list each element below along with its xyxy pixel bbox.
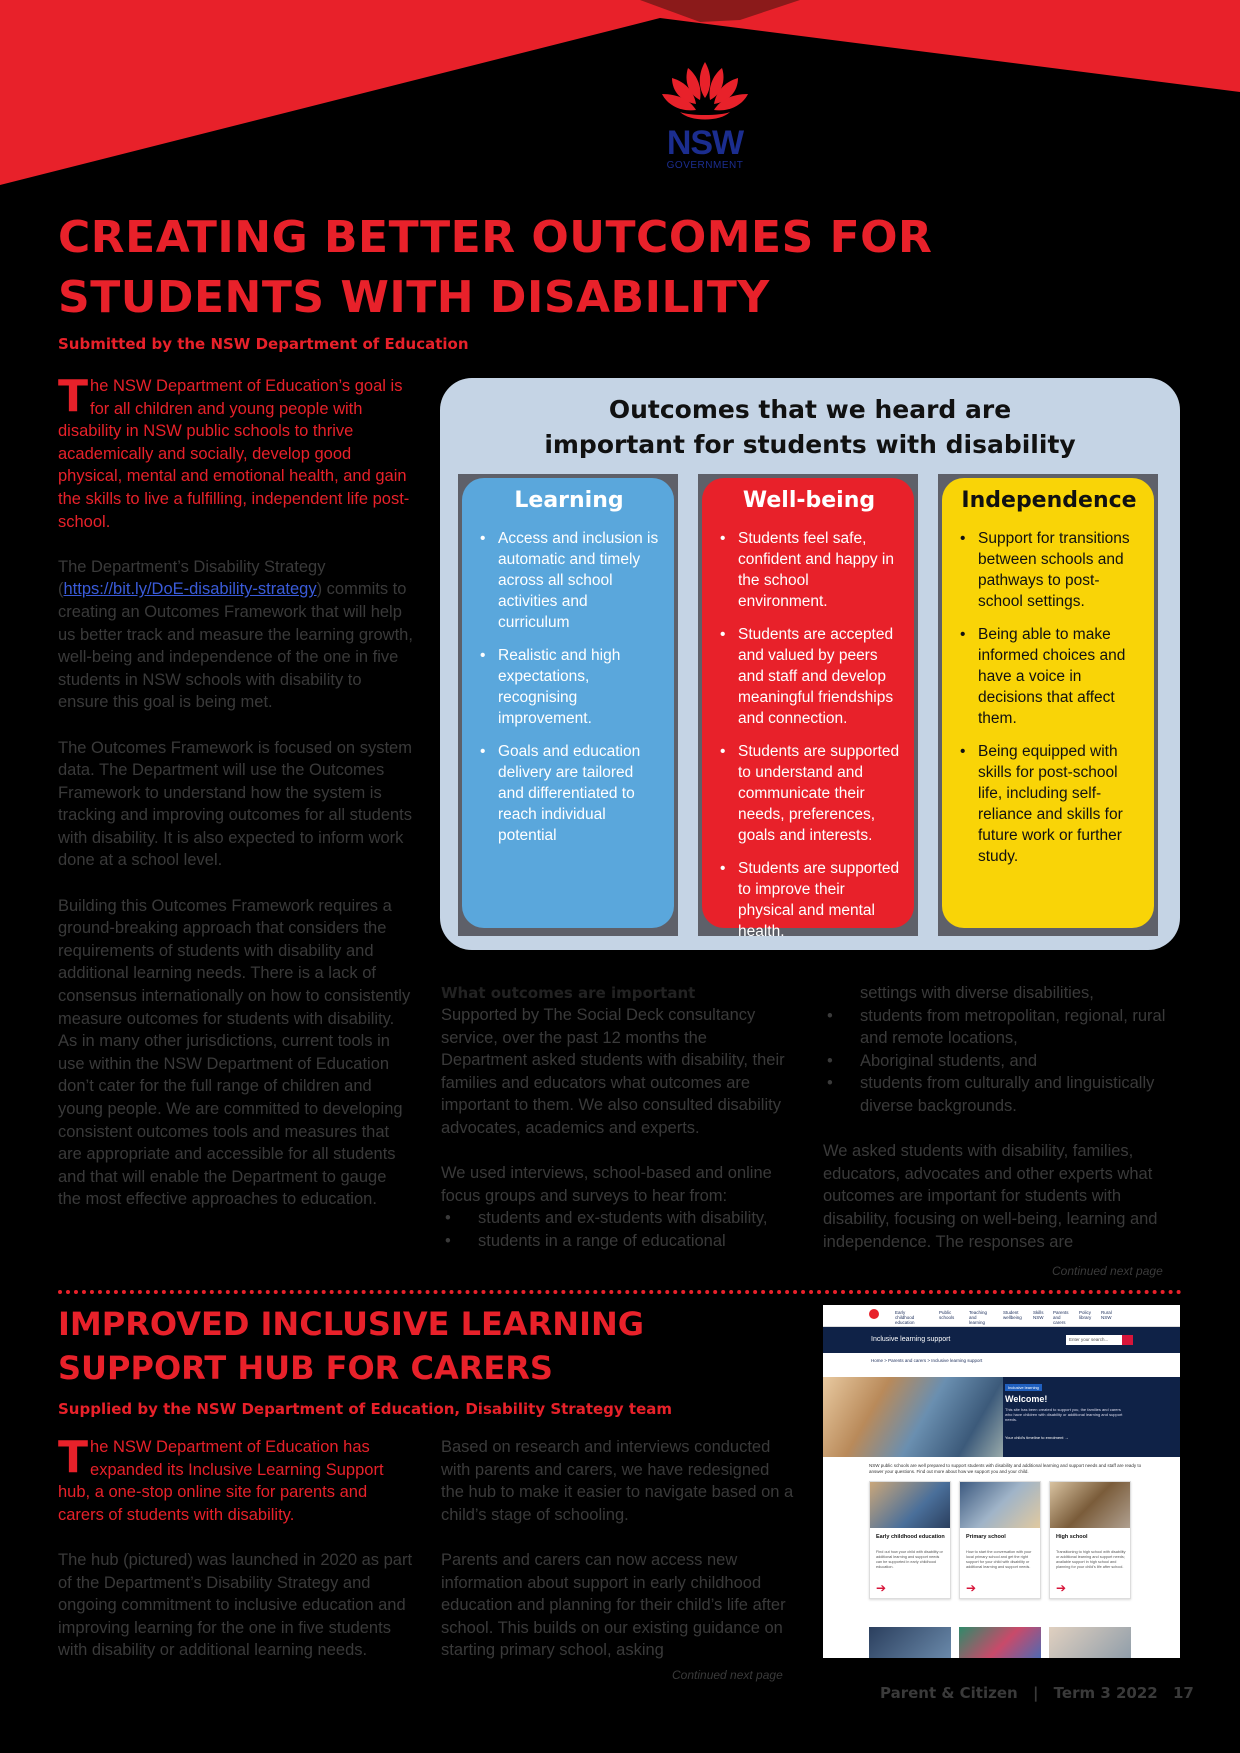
card-photo xyxy=(960,1482,1040,1528)
article-2-column-2 xyxy=(441,1436,796,1685)
card-slot-wellbeing xyxy=(698,474,918,940)
list-item: • students from culturally and linguistically diverse backgrounds. xyxy=(823,1072,1183,1117)
paragraph-new-info: Parents and carers can now access new information about support in early childhood education and planning for their child’s life after school. This builds on our existing guidance on starting primary school, asking xyxy=(441,1550,786,1660)
continued-next-page: Continued next page xyxy=(1052,1264,1163,1278)
site-header-title: Inclusive learning support xyxy=(871,1336,951,1343)
card-slot-learning xyxy=(458,474,678,936)
section-heading: What outcomes are important xyxy=(441,984,696,1002)
list-item: • Being equipped with skills for post-school life, including self-reliance and skills for future work or further study. xyxy=(956,741,1142,867)
nav-item: Student wellbeing xyxy=(1003,1310,1022,1320)
paragraph-consultation: Supported by The Social Deck consultancy service, over the past 12 months the Department asked students with disability, their families and educators what outcomes are important to them. We also consulted disability advocates, academics and experts. xyxy=(441,1006,785,1137)
hero-text: This site has been created to support you, the families and carers who have children with disability or additional learning and support needs. xyxy=(1005,1407,1123,1422)
list-item: • Students are supported to improve their physical and mental health. xyxy=(716,858,902,942)
waratah-flower-icon xyxy=(650,60,760,126)
site-breadcrumb: Home > Parents and carers > Inclusive learning support xyxy=(871,1358,983,1363)
nsw-government-logo xyxy=(650,60,760,180)
nav-item: Public schools xyxy=(939,1310,955,1320)
arrow-right-icon: ➔ xyxy=(876,1581,887,1595)
top-banner xyxy=(0,0,1240,190)
list-item: • students and ex-students with disability, xyxy=(441,1207,791,1230)
article-2-column-1 xyxy=(58,1432,413,1685)
list-item: • Aboriginal students, and xyxy=(823,1050,1183,1073)
list-item: • Realistic and high expectations, recognising improvement. xyxy=(476,645,662,729)
list-item: • Students are accepted and valued by peers and staff and develop meaningful friendships and connection. xyxy=(716,624,902,729)
hero-welcome: Welcome! xyxy=(1005,1394,1048,1404)
article-2-title: IMPROVED INCLUSIVE LEARNING SUPPORT HUB FOR CARERS xyxy=(58,1305,645,1387)
list-continuation: settings with diverse disabilities, xyxy=(860,984,1094,1002)
list-item: • Access and inclusion is automatic and timely across all school activities and curriculum xyxy=(476,528,662,633)
site-card-primary: Primary school How to start the conversation with your local primary school and get the right support for your child with disability or additional learning and support needs. ➔ xyxy=(959,1481,1041,1599)
site-card-early-childhood: Early childhood education Find out how your child with disability or additional learning and support needs can be supported in early childhood education. ➔ xyxy=(869,1481,951,1599)
card-title: Independence xyxy=(961,488,1137,513)
site-header xyxy=(823,1327,1180,1353)
continued-next-page: Continued next page xyxy=(672,1668,783,1682)
nav-item: Policy library xyxy=(1079,1310,1092,1320)
paragraph-approach: Building this Outcomes Framework requires a ground-breaking approach that considers the requirements of students with disability and additional learning needs. There is a lack of consensus internationally on how to consistently measure outcomes for students with disability. As in many other jurisdictions, current tools in use within the NSW Department of Education don’t cater for the full range of children and young people. We are committed to developing consistent outcomes tools and measures that are appropriate and accessible for all students and that will enable the Department to gauge the most effective approaches to education. xyxy=(58,896,411,1209)
nav-item: Parents and carers xyxy=(1053,1310,1069,1325)
paragraph-framework: The Outcomes Framework is focused on system data. The Department will use the Outcomes Framework to understand how the system is tracking and improving outcomes for all students with disability. It is also expected to inform work done at a school level. xyxy=(58,738,413,870)
outcomes-panel xyxy=(440,378,1180,950)
article-column-3 xyxy=(823,982,1183,1276)
site-search-input: Enter your search... xyxy=(1066,1335,1122,1345)
card-photo xyxy=(870,1482,950,1528)
paragraph-responses: We asked students with disability, families, educators, advocates and other experts what outcomes are important for students with disability, focusing on well-being, learning and independence. The responses are xyxy=(823,1142,1158,1251)
list-item: • Students feel safe, confident and happy in the school environment. xyxy=(716,528,902,612)
dropcap: T xyxy=(58,371,89,422)
search-icon xyxy=(1122,1335,1133,1345)
footer-separator: | xyxy=(1032,1684,1039,1702)
site-top-nav xyxy=(823,1305,1180,1327)
nav-item: Teaching and learning xyxy=(969,1310,988,1325)
publication-name: Parent & Citizen xyxy=(880,1684,1018,1702)
list-item: • Goals and education delivery are tailored and differentiated to reach individual potential xyxy=(476,741,662,846)
list-item: • students in a range of educational xyxy=(441,1230,791,1253)
nsw-logo-icon xyxy=(869,1309,879,1319)
list-item: • Support for transitions between schools and pathways to post-school settings. xyxy=(956,528,1142,612)
term-label: Term 3 2022 xyxy=(1053,1684,1158,1702)
page-number: 17 xyxy=(1172,1684,1194,1702)
independence-card xyxy=(942,478,1154,928)
list-item: • Students are supported to understand and communicate their needs, preferences, goals and interests. xyxy=(716,741,902,846)
card-photo xyxy=(869,1627,951,1658)
card-photo xyxy=(959,1627,1041,1658)
arrow-right-icon: ➔ xyxy=(1056,1581,1067,1595)
arrow-right-icon: ➔ xyxy=(966,1581,977,1595)
card-photo xyxy=(1050,1482,1130,1528)
hero-photo xyxy=(823,1377,1003,1457)
nav-item: Skills NSW xyxy=(1033,1310,1044,1320)
site-intro: NSW public schools are well prepared to support students with disability and additional learning and support needs and staff are ready to answer your questions. Find out more about how we support you and your child. xyxy=(869,1463,1142,1474)
list-item: • students from metropolitan, regional, rural and remote locations, xyxy=(823,1005,1183,1050)
title-line-2: STUDENTS WITH DISABILITY xyxy=(58,272,770,323)
section-divider xyxy=(58,1290,1182,1294)
paragraph-hub-launch: The hub (pictured) was launched in 2020 as part of the Department’s Disability Strategy and ongoing commitment to inclusive education and improving learning for the one in five students with disability or additional learning needs. xyxy=(58,1550,413,1660)
logo-government-text: GOVERNMENT xyxy=(666,160,744,171)
article-2-byline: Supplied by the NSW Department of Education, Disability Strategy team xyxy=(58,1400,672,1418)
article-column-1 xyxy=(58,371,413,1234)
lead-paragraph: The NSW Department of Education’s goal is for all children and young people with disability in NSW public schools to thrive academically and socially, develop good physical, mental and emotional health, and gain the skills to live a fulfilling, independent life post-school. xyxy=(58,371,410,531)
nav-item: Early childhood education xyxy=(895,1310,915,1325)
hero-link: Your child's timeline to enrolment → xyxy=(1005,1435,1069,1440)
title-line-1: CREATING BETTER OUTCOMES FOR xyxy=(58,212,933,263)
article-byline: Submitted by the NSW Department of Education xyxy=(58,335,469,353)
list-item: • Being able to make informed choices and have a voice in decisions that affect them. xyxy=(956,624,1142,729)
hub-website-screenshot xyxy=(823,1305,1180,1658)
panel-title: Outcomes that we heard are important for students with disability xyxy=(544,395,1076,459)
wellbeing-card xyxy=(702,478,914,940)
hero-tag: Inclusive learning xyxy=(1005,1384,1042,1391)
site-card-high-school: High school Transitioning to high school with disability or additional learning and support needs; available support in high school and planning for your child's life after school. ➔ xyxy=(1049,1481,1131,1599)
lead-paragraph: The NSW Department of Education has expanded its Inclusive Learning Support hub, a one-stop online site for parents and carers of students with disability. xyxy=(58,1432,384,1524)
paragraph-redesign: Based on research and interviews conducted with parents and carers, we have redesigned the hub to make it easier to navigate based on a child’s stage of schooling. xyxy=(441,1438,794,1524)
article-column-2 xyxy=(441,982,791,1253)
logo-nsw-text: NSW xyxy=(666,124,744,162)
paragraph-methods: We used interviews, school-based and online focus groups and surveys to hear from: xyxy=(441,1164,772,1205)
card-title: Learning xyxy=(514,488,624,513)
learning-card xyxy=(462,478,674,928)
card-title: Well-being xyxy=(742,488,876,513)
dropcap: T xyxy=(58,1432,89,1483)
card-slot-independence xyxy=(938,474,1158,936)
paragraph-strategy: The Department’s Disability Strategy (https://bit.ly/DoE-disability-strategy) commits to creating an Outcomes Framework that will help us better track and measure the learning growth, well-being and independence of the one in five students in NSW schools with disability to ensure this goal is being met. xyxy=(58,557,413,712)
strategy-link[interactable]: https://bit.ly/DoE-disability-strategy xyxy=(63,580,317,599)
nav-item: Rural NSW xyxy=(1101,1310,1112,1320)
card-photo xyxy=(1049,1627,1131,1658)
article-title xyxy=(58,208,958,328)
page-footer xyxy=(880,1684,1204,1702)
